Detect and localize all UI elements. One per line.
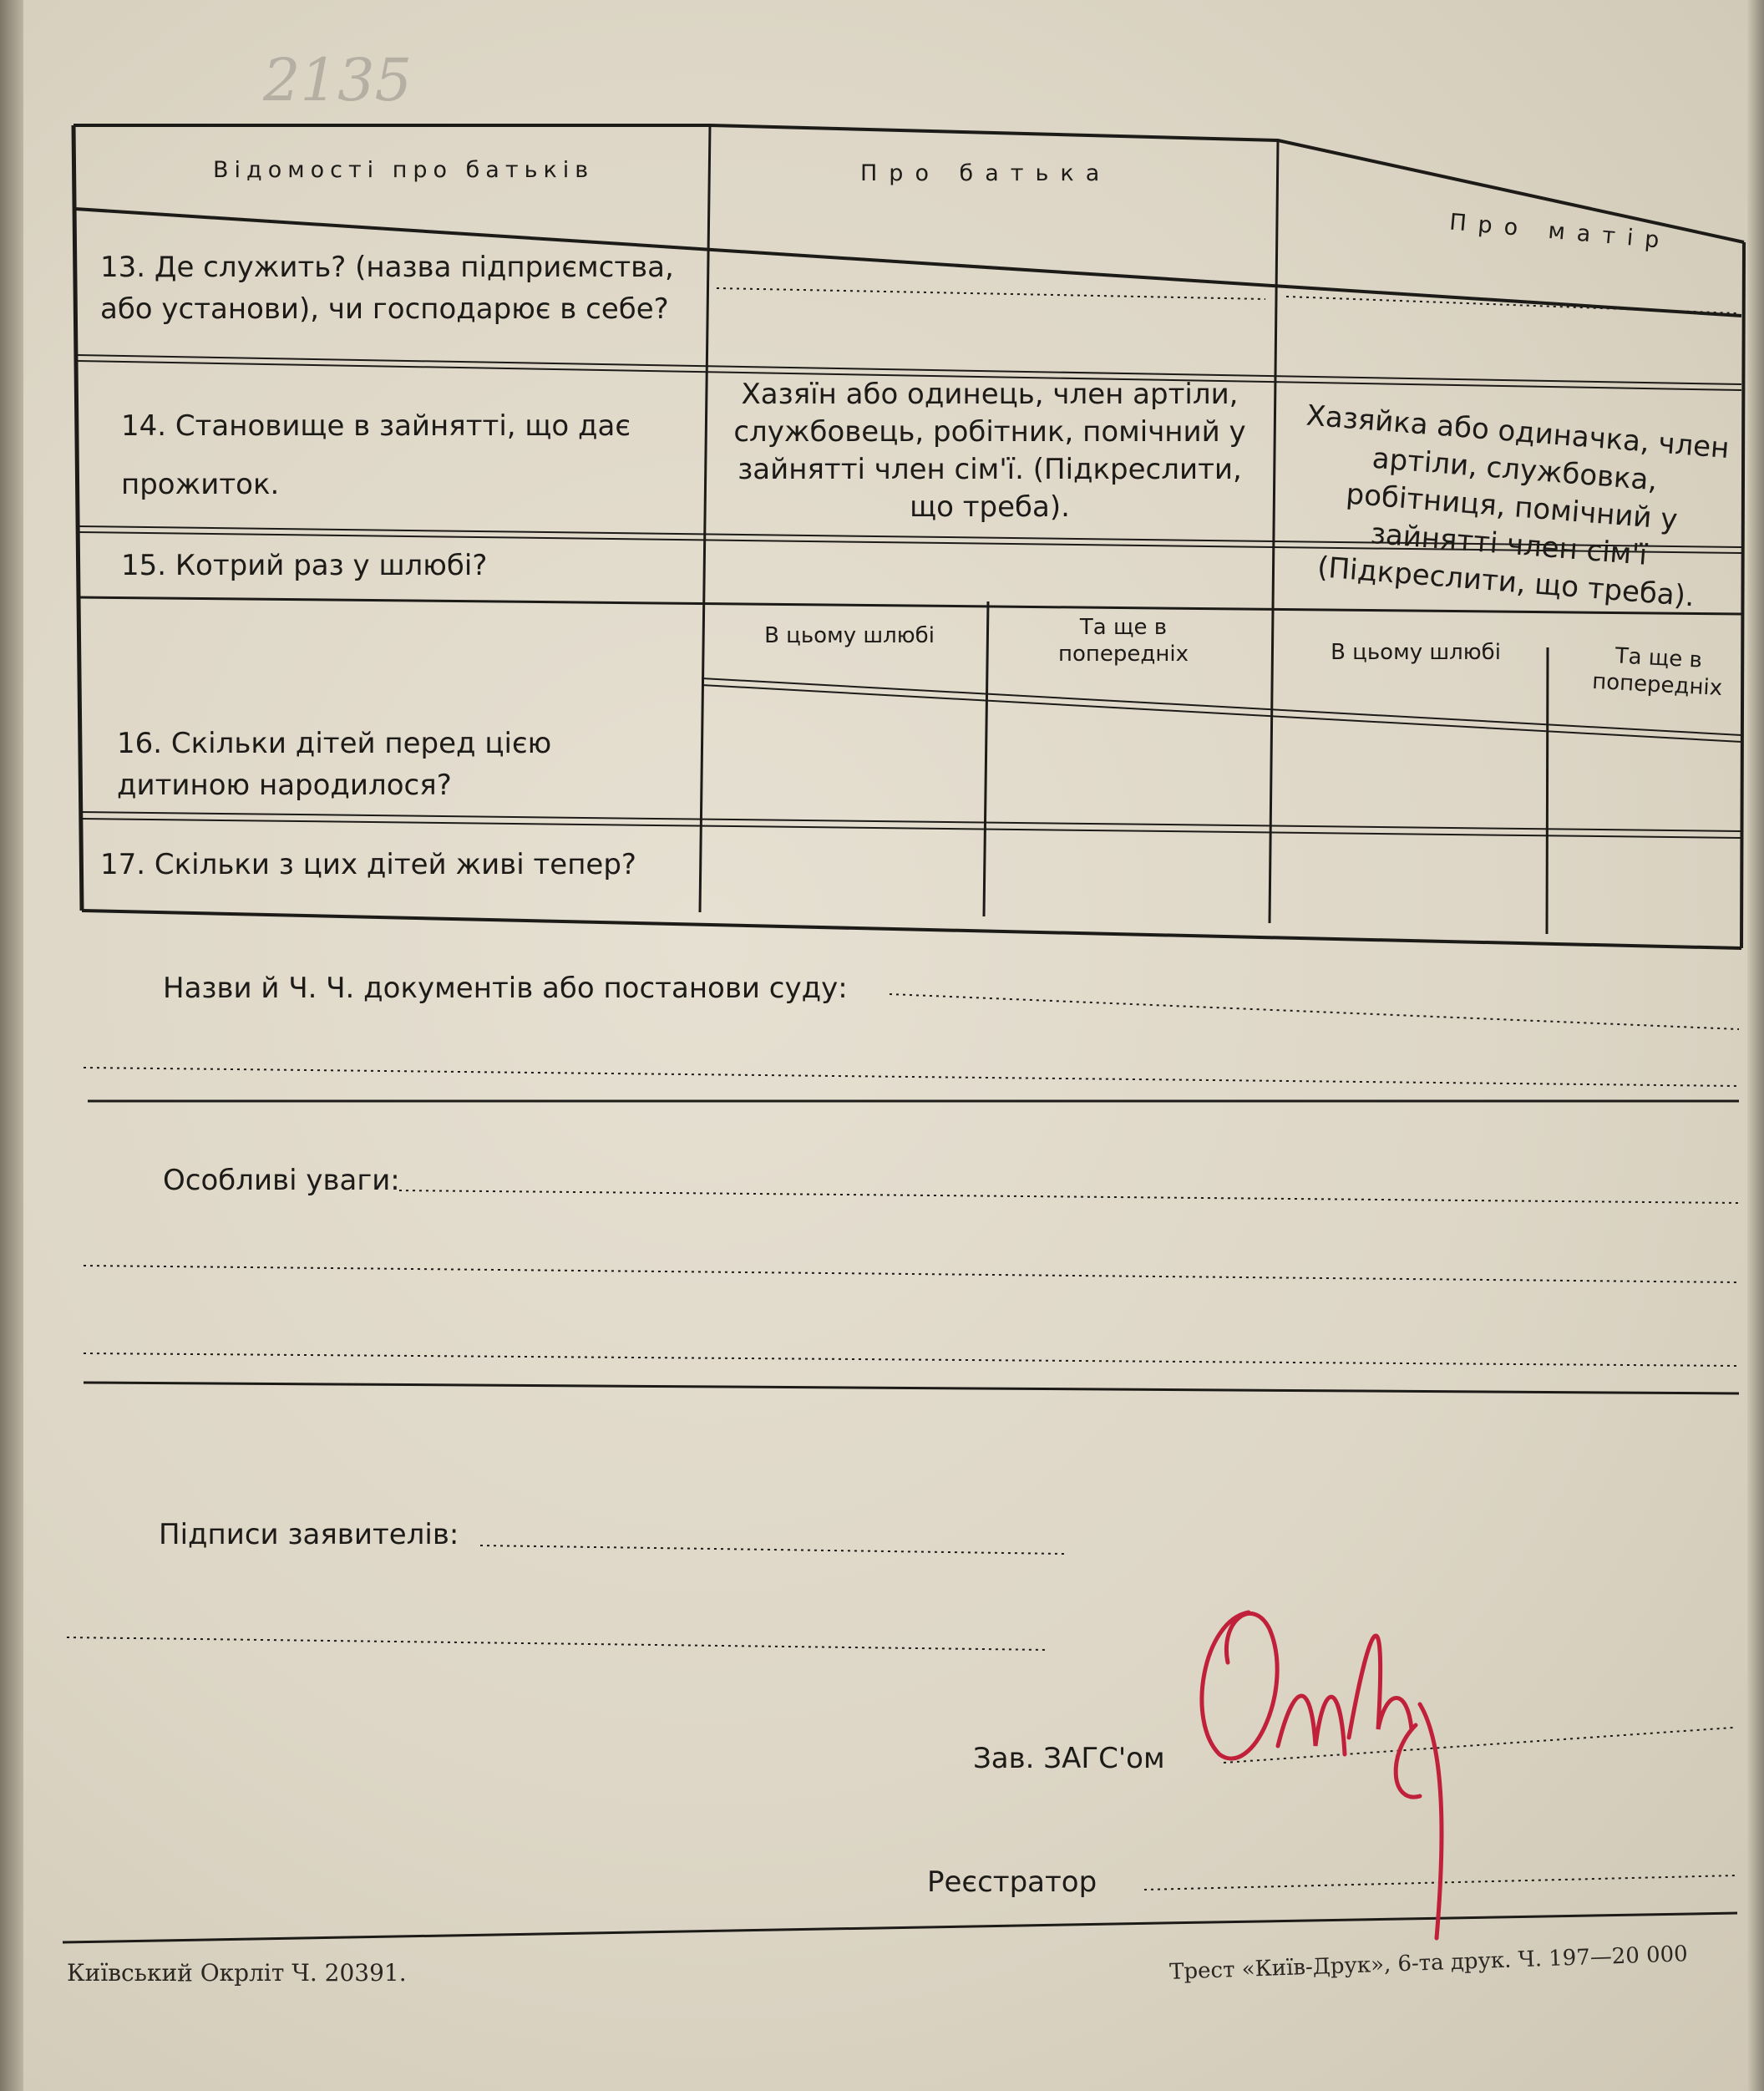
footer-left-imprint: Київський Окрліт Ч. 20391. bbox=[67, 1959, 407, 1987]
header-father: Про батька bbox=[860, 160, 1112, 186]
row-15-label: 15. Котрий раз у шлюбі? bbox=[121, 549, 488, 582]
head-of-registry-label: Зав. ЗАГС'ом bbox=[973, 1742, 1165, 1775]
row-16-label: 16. Скільки дітей перед цією дитиною народилося? bbox=[117, 727, 552, 802]
header-info: Відомості про батьків bbox=[213, 157, 595, 183]
documents-label: Назви й Ч. Ч. документів або постанови суду: bbox=[163, 972, 848, 1005]
registrar-label: Реєстратор bbox=[927, 1865, 1097, 1899]
father-occupation-options: Хазяїн або одинець, член артіли, службовець, робітник, помічний у зайнятті член сім'ї. (Підкреслити, що треба). bbox=[733, 378, 1246, 524]
father-this-marriage-header: В цьому шлюбі bbox=[764, 623, 935, 648]
handwritten-signature bbox=[1169, 1587, 1520, 1988]
mother-occupation-options: Хазяйка або одиначка, член артіли, службовка, робітниця, помічний у зайнятті член сім'ї (Підкреслити, що треба). bbox=[1305, 398, 1731, 614]
row-17-label: 17. Скільки з цих дітей живі тепер? bbox=[100, 848, 636, 881]
header-mother: Про матір bbox=[1448, 209, 1672, 255]
mother-previous-header: Та ще в попередніх bbox=[1591, 643, 1723, 702]
archive-number-note: 2135 bbox=[263, 46, 413, 114]
signatures-label: Підписи заявителів: bbox=[159, 1518, 459, 1551]
father-previous-header: Та ще в попередніх bbox=[1058, 615, 1189, 667]
mother-this-marriage-header: В цьому шлюбі bbox=[1331, 640, 1501, 665]
row-14-label: 14. Становище в зайнятті, що дає прожиток. bbox=[121, 409, 631, 501]
footer-right-imprint: Трест «Київ-Друк», 6-та друк. Ч. 197—20 000 bbox=[1168, 1941, 1689, 1985]
remarks-label: Особливі уваги: bbox=[163, 1164, 400, 1197]
row-13-label: 13. Де служить? (назва підприємства, або установи), чи господарює в себе? bbox=[100, 251, 674, 326]
